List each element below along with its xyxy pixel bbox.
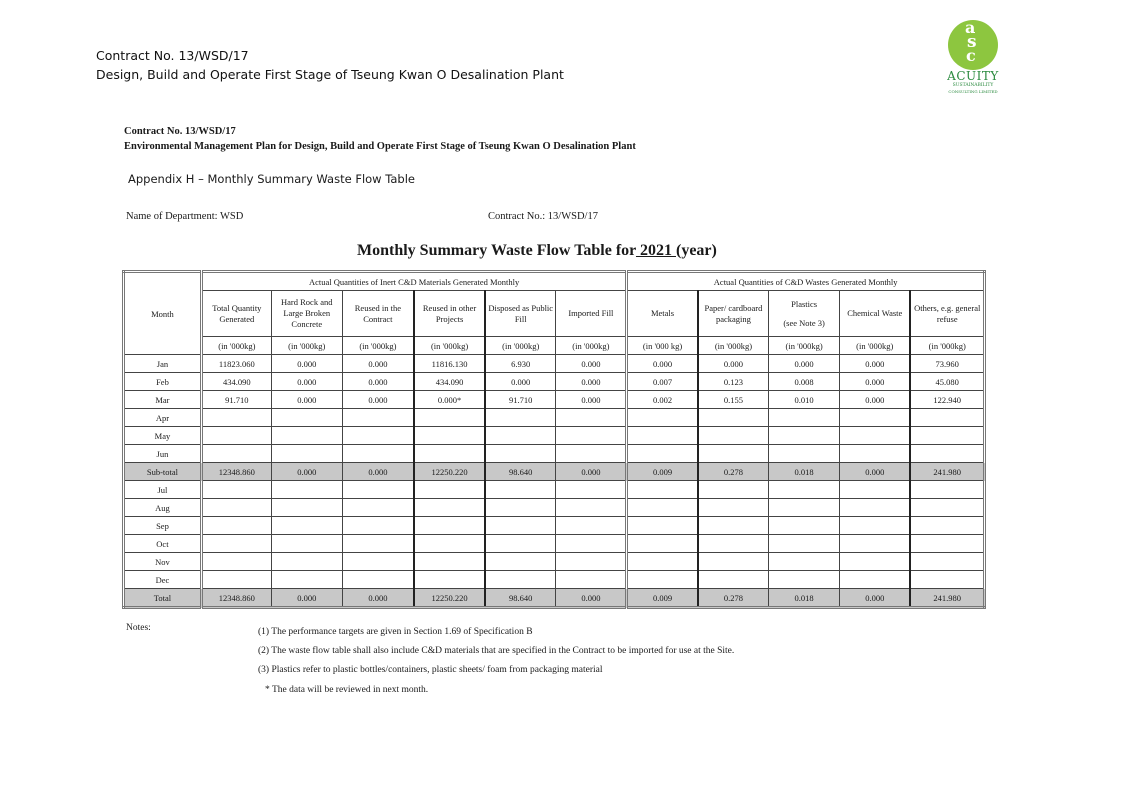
- column-header: [271, 291, 342, 337]
- column-header: [698, 291, 769, 337]
- value-cell: [698, 535, 769, 553]
- value-cell: 12250.220: [414, 589, 485, 608]
- value-cell: [698, 499, 769, 517]
- month-cell: Mar: [124, 391, 202, 409]
- column-header: [627, 291, 698, 337]
- value-cell: 0.000: [840, 589, 911, 608]
- month-header: Month: [124, 272, 202, 355]
- column-unit: (in '000kg): [271, 337, 342, 355]
- table-row: [124, 571, 985, 589]
- value-cell: 11823.060: [201, 355, 271, 373]
- column-header: [414, 291, 485, 337]
- value-cell: 122.940: [910, 391, 984, 409]
- column-header-label: Others, e.g. general refuse: [914, 302, 981, 324]
- value-cell: 0.018: [769, 463, 840, 481]
- value-cell: 0.000: [840, 373, 911, 391]
- value-cell: 0.000*: [414, 391, 485, 409]
- value-cell: [201, 481, 271, 499]
- table-row: [124, 427, 985, 445]
- value-cell: [485, 445, 556, 463]
- value-cell: [556, 553, 627, 571]
- value-cell: [698, 553, 769, 571]
- value-cell: [910, 427, 984, 445]
- column-unit: (in '000 kg): [627, 337, 698, 355]
- logo-subtitle: SUSTAINABILITY: [952, 83, 994, 88]
- value-cell: [201, 499, 271, 517]
- column-header: [910, 291, 984, 337]
- value-cell: 11816.130: [414, 355, 485, 373]
- value-cell: [271, 409, 342, 427]
- value-cell: [840, 535, 911, 553]
- column-unit: (in '000kg): [840, 337, 911, 355]
- value-cell: [840, 517, 911, 535]
- logo-circle-icon: a s c: [948, 20, 998, 70]
- value-cell: 0.000: [271, 589, 342, 608]
- value-cell: 0.000: [840, 391, 911, 409]
- value-cell: [342, 517, 414, 535]
- column-header-label: Reused in the Contract: [354, 302, 402, 324]
- column-header-label: Chemical Waste: [847, 308, 903, 318]
- value-cell: 0.000: [840, 355, 911, 373]
- value-cell: [414, 481, 485, 499]
- value-cell: 434.090: [201, 373, 271, 391]
- month-cell: Total: [124, 589, 202, 608]
- logo-subtitle-2: CONSULTING LIMITED: [948, 89, 998, 94]
- note-item: (3) Plastics refer to plastic bottles/containers, plastic sheets/ foam from packaging material: [258, 665, 603, 675]
- month-cell: Jun: [124, 445, 202, 463]
- value-cell: [271, 427, 342, 445]
- value-cell: 0.000: [556, 373, 627, 391]
- value-cell: [271, 553, 342, 571]
- document-plan-title: Environmental Management Plan for Design, Build and Operate First Stage of Tseung Kwan O Desalination Plant: [124, 141, 636, 152]
- table-row: [124, 499, 985, 517]
- value-cell: [840, 427, 911, 445]
- value-cell: [485, 535, 556, 553]
- value-cell: [271, 571, 342, 589]
- value-cell: 0.009: [627, 463, 698, 481]
- value-cell: [485, 553, 556, 571]
- document-header: [124, 124, 636, 154]
- value-cell: [910, 535, 984, 553]
- value-cell: [769, 553, 840, 571]
- value-cell: [769, 517, 840, 535]
- table-row: [124, 409, 985, 427]
- column-header: [342, 291, 414, 337]
- value-cell: [769, 427, 840, 445]
- value-cell: [627, 571, 698, 589]
- month-cell: Feb: [124, 373, 202, 391]
- value-cell: [201, 571, 271, 589]
- month-cell: Sep: [124, 517, 202, 535]
- value-cell: [271, 517, 342, 535]
- value-cell: 0.000: [342, 463, 414, 481]
- value-cell: [769, 571, 840, 589]
- value-cell: 0.000: [769, 355, 840, 373]
- value-cell: [414, 427, 485, 445]
- value-cell: [485, 427, 556, 445]
- month-cell: Nov: [124, 553, 202, 571]
- value-cell: 45.080: [910, 373, 984, 391]
- value-cell: [556, 517, 627, 535]
- waste-group-header: Actual Quantities of C&D Wastes Generated Monthly: [627, 272, 985, 291]
- value-cell: 0.000: [342, 355, 414, 373]
- value-cell: 0.000: [556, 355, 627, 373]
- value-cell: [910, 571, 984, 589]
- value-cell: [769, 535, 840, 553]
- value-cell: [698, 445, 769, 463]
- column-header-label: Paper/ cardboard packaging: [704, 302, 763, 324]
- value-cell: [271, 535, 342, 553]
- value-cell: [556, 499, 627, 517]
- value-cell: [342, 427, 414, 445]
- value-cell: [414, 571, 485, 589]
- value-cell: [271, 445, 342, 463]
- value-cell: [769, 409, 840, 427]
- value-cell: [840, 571, 911, 589]
- value-cell: [414, 553, 485, 571]
- value-cell: [201, 553, 271, 571]
- table-row: [124, 517, 985, 535]
- value-cell: 12348.860: [201, 463, 271, 481]
- waste-flow-table: [122, 270, 986, 609]
- column-header-label: Disposed as Public Fill: [488, 302, 554, 324]
- value-cell: 0.000: [556, 589, 627, 608]
- value-cell: [342, 571, 414, 589]
- value-cell: 0.000: [342, 391, 414, 409]
- column-header-label: Imported Fill: [568, 308, 614, 318]
- value-cell: 0.278: [698, 589, 769, 608]
- value-cell: [840, 445, 911, 463]
- table-title-prefix: Monthly Summary Waste Flow Table for: [357, 242, 636, 259]
- page-header: [96, 46, 564, 84]
- value-cell: [414, 499, 485, 517]
- value-cell: [414, 535, 485, 553]
- note-item: (1) The performance targets are given in Section 1.69 of Specification B: [258, 627, 533, 637]
- value-cell: 0.000: [342, 373, 414, 391]
- value-cell: 91.710: [485, 391, 556, 409]
- appendix-title: Appendix H – Monthly Summary Waste Flow Table: [128, 172, 415, 186]
- table-row: [124, 445, 985, 463]
- value-cell: [556, 571, 627, 589]
- value-cell: 98.640: [485, 589, 556, 608]
- acuity-logo: [940, 20, 1020, 100]
- table-row: [124, 553, 985, 571]
- value-cell: [271, 481, 342, 499]
- value-cell: [627, 535, 698, 553]
- inert-group-header: Actual Quantities of Inert C&D Materials Generated Monthly: [201, 272, 626, 291]
- table-row: [124, 373, 985, 391]
- value-cell: [769, 445, 840, 463]
- value-cell: [627, 409, 698, 427]
- column-header: [840, 291, 911, 337]
- value-cell: 0.000: [485, 373, 556, 391]
- value-cell: [201, 409, 271, 427]
- value-cell: [485, 571, 556, 589]
- value-cell: [414, 409, 485, 427]
- value-cell: [627, 427, 698, 445]
- value-cell: [485, 481, 556, 499]
- value-cell: [627, 445, 698, 463]
- value-cell: 0.010: [769, 391, 840, 409]
- value-cell: 0.000: [271, 463, 342, 481]
- value-cell: [342, 481, 414, 499]
- document-contract: Contract No. 13/WSD/17: [124, 126, 236, 137]
- value-cell: [201, 427, 271, 445]
- value-cell: [910, 409, 984, 427]
- column-unit: (in '000kg): [201, 337, 271, 355]
- column-unit: (in '000kg): [769, 337, 840, 355]
- value-cell: [698, 571, 769, 589]
- month-cell: Jan: [124, 355, 202, 373]
- column-header-label: Hard Rock and Large Broken Concrete: [281, 297, 333, 329]
- value-cell: 0.123: [698, 373, 769, 391]
- value-cell: [201, 535, 271, 553]
- column-header-label: Metals: [650, 308, 675, 318]
- table-title-year: 2021: [635, 242, 676, 259]
- column-unit: (in '000kg): [910, 337, 984, 355]
- value-cell: 0.278: [698, 463, 769, 481]
- column-header-note: (see Note 3): [783, 317, 825, 328]
- value-cell: [485, 409, 556, 427]
- value-cell: [910, 553, 984, 571]
- contract-number: Contract No.: 13/WSD/17: [488, 211, 598, 222]
- value-cell: 91.710: [201, 391, 271, 409]
- value-cell: 0.000: [271, 391, 342, 409]
- column-unit: (in '000kg): [342, 337, 414, 355]
- value-cell: [769, 499, 840, 517]
- value-cell: 0.008: [769, 373, 840, 391]
- month-cell: Oct: [124, 535, 202, 553]
- notes-label: Notes:: [126, 623, 151, 633]
- value-cell: [556, 409, 627, 427]
- column-unit: (in '000kg): [698, 337, 769, 355]
- column-unit: (in '000kg): [414, 337, 485, 355]
- value-cell: [485, 499, 556, 517]
- value-cell: [910, 517, 984, 535]
- value-cell: 0.000: [271, 355, 342, 373]
- value-cell: 241.980: [910, 589, 984, 608]
- subtotal-row: [124, 463, 985, 481]
- note-item: (2) The waste flow table shall also include C&D materials that are specified in the Contract to be imported for use at the Site.: [258, 646, 735, 656]
- value-cell: [627, 481, 698, 499]
- value-cell: [627, 499, 698, 517]
- value-cell: 0.000: [698, 355, 769, 373]
- table-title-suffix: (year): [675, 242, 717, 259]
- month-cell: Dec: [124, 571, 202, 589]
- value-cell: [556, 445, 627, 463]
- month-cell: Sub-total: [124, 463, 202, 481]
- value-cell: [414, 445, 485, 463]
- logo-brand: ACUITY: [947, 69, 999, 83]
- value-cell: 12348.860: [201, 589, 271, 608]
- value-cell: [840, 481, 911, 499]
- value-cell: 6.930: [485, 355, 556, 373]
- value-cell: [342, 499, 414, 517]
- value-cell: [414, 517, 485, 535]
- column-header-label: Total Quantity Generated: [212, 302, 262, 324]
- value-cell: 98.640: [485, 463, 556, 481]
- value-cell: [342, 535, 414, 553]
- column-header: [769, 291, 840, 337]
- value-cell: 0.155: [698, 391, 769, 409]
- value-cell: [698, 517, 769, 535]
- value-cell: [201, 445, 271, 463]
- month-cell: May: [124, 427, 202, 445]
- value-cell: 0.007: [627, 373, 698, 391]
- value-cell: [627, 517, 698, 535]
- notes-list: [258, 623, 734, 680]
- page-header-project: Design, Build and Operate First Stage of Tseung Kwan O Desalination Plant: [96, 67, 564, 82]
- table-row: [124, 481, 985, 499]
- column-header: [485, 291, 556, 337]
- value-cell: [271, 499, 342, 517]
- value-cell: [556, 427, 627, 445]
- month-cell: Apr: [124, 409, 202, 427]
- value-cell: [342, 409, 414, 427]
- table-title: [357, 242, 717, 260]
- value-cell: 0.000: [840, 463, 911, 481]
- value-cell: [840, 553, 911, 571]
- value-cell: [627, 553, 698, 571]
- value-cell: [910, 445, 984, 463]
- value-cell: [201, 517, 271, 535]
- column-header: [556, 291, 627, 337]
- month-cell: Jul: [124, 481, 202, 499]
- value-cell: 0.000: [627, 355, 698, 373]
- value-cell: 0.000: [342, 589, 414, 608]
- value-cell: 0.018: [769, 589, 840, 608]
- value-cell: [556, 535, 627, 553]
- value-cell: 0.000: [271, 373, 342, 391]
- value-cell: [769, 481, 840, 499]
- value-cell: [342, 445, 414, 463]
- value-cell: 0.000: [556, 391, 627, 409]
- month-cell: Aug: [124, 499, 202, 517]
- value-cell: [698, 409, 769, 427]
- column-unit: (in '000kg): [556, 337, 627, 355]
- value-cell: [342, 553, 414, 571]
- column-header-label: Plastics: [791, 298, 818, 309]
- value-cell: 0.002: [627, 391, 698, 409]
- value-cell: [910, 499, 984, 517]
- table-row: [124, 355, 985, 373]
- value-cell: 73.960: [910, 355, 984, 373]
- total-row: [124, 589, 985, 608]
- value-cell: [840, 499, 911, 517]
- value-cell: [698, 481, 769, 499]
- value-cell: 12250.220: [414, 463, 485, 481]
- department-name: Name of Department: WSD: [126, 211, 244, 222]
- value-cell: [840, 409, 911, 427]
- column-header: [201, 291, 271, 337]
- value-cell: [556, 481, 627, 499]
- value-cell: 0.009: [627, 589, 698, 608]
- value-cell: [698, 427, 769, 445]
- column-header-label: Reused in other Projects: [422, 302, 477, 324]
- table-row: [124, 391, 985, 409]
- column-unit: (in '000kg): [485, 337, 556, 355]
- value-cell: [485, 517, 556, 535]
- value-cell: 0.000: [556, 463, 627, 481]
- review-note: * The data will be reviewed in next month.: [265, 685, 429, 695]
- page-header-contract: Contract No. 13/WSD/17: [96, 48, 249, 63]
- value-cell: 434.090: [414, 373, 485, 391]
- value-cell: 241.980: [910, 463, 984, 481]
- table-row: [124, 535, 985, 553]
- value-cell: [910, 481, 984, 499]
